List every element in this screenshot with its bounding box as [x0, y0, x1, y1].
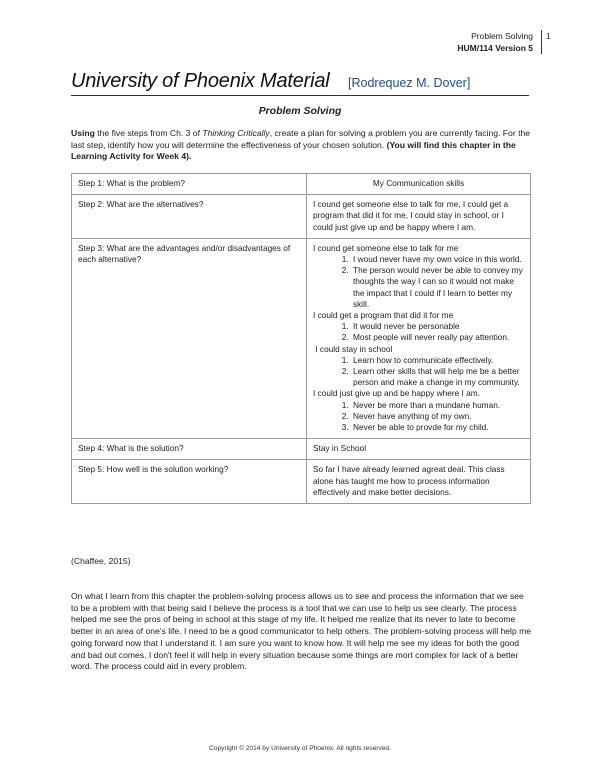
alternative-label: I could get a program that did it for me — [313, 310, 454, 321]
alternative-points — [313, 254, 524, 310]
step3-question: Step 3: What are the advantages and/or disadvantages of each alternative? — [72, 238, 307, 438]
instructions-paragraph — [71, 128, 531, 163]
running-header — [457, 30, 542, 54]
list-item: 1. Learn how to communicate effectively. — [351, 355, 524, 366]
list-item: 2. The person would never be able to convey my thoughts the way I can so it would not make the impact that I could if I learn to better my skill. — [351, 265, 524, 310]
intro-bold-note: (You will find this chapter in the Learning Activity for Week 4). — [71, 139, 516, 161]
table-row — [72, 439, 531, 460]
intro-part1: the five steps from Ch. 3 of — [94, 128, 203, 138]
list-item: 1. I woud never have my own voice in this world. — [351, 254, 524, 265]
table-row — [72, 195, 531, 239]
table-row — [72, 174, 531, 195]
list-item: 3. Never be able to provde for my child. — [351, 422, 524, 433]
alternative-label: I could stay in school — [313, 343, 393, 354]
alternative-points — [313, 400, 524, 434]
intro-book-title: Thinking Critically — [202, 128, 270, 138]
step2-answer: I cound get someone else to talk for me, I could get a program that did it for me, I could stay in school, or I could just give up and be happy where I am. — [307, 195, 531, 239]
steps-table — [71, 173, 531, 504]
step3-answer — [307, 238, 531, 438]
reflection-paragraph: On what I learn from this chapter the problem-solving process allows us to see and process the information that we see to be a problem with that being said I believe the process is a tool that we can use to help us see clearly. The process helped me see the pros of being in school at this stage of my life. It helped me realize that its never to late to become better in an area of one's life. I need to be a good communicator to help others. The problem-solving process will help me going forward now that I understand it. I am sure you want to know how. It will help me see my ideas for both the good and bad out comes. I don't feel it will help in every situation because some things are mort complex for lack of a better word. The process could aid in every problem. — [71, 591, 532, 672]
step1-question: Step 1: What is the problem? — [72, 174, 307, 195]
list-item: 2. Never have anything of my own. — [351, 411, 524, 422]
table-row — [72, 238, 531, 438]
page-number: 1 — [546, 31, 551, 41]
list-item: 1. It would never be personable — [351, 321, 524, 332]
citation: (Chaffee, 2015) — [71, 556, 131, 566]
list-item: 1. Never be more than a mundane human. — [351, 400, 524, 411]
copyright-footer: Copyright © 2014 by University of Phoenix. All rights reserved. — [209, 745, 391, 752]
intro-part2: , create a plan for solving a problem you are currently facing. For the last step, identify how you will determine the effectiveness of your chosen solution. — [71, 128, 531, 150]
title-main: University of Phoenix Material — [71, 70, 330, 92]
alternative-points — [313, 355, 524, 389]
document-title — [71, 70, 470, 93]
alternative-label: I could just give up and be happy where I am. — [313, 388, 480, 399]
title-rule — [71, 95, 529, 96]
intro-using: Using — [71, 128, 95, 138]
header-version: HUM/114 Version 5 — [457, 43, 533, 53]
step1-answer: My Communication skills — [307, 174, 531, 195]
alternative-points — [313, 321, 524, 343]
step4-answer: Stay in School — [307, 439, 531, 460]
step4-question: Step 4: What is the solution? — [72, 439, 307, 460]
section-title: Problem Solving — [258, 105, 342, 117]
header-doc-title: Problem Solving — [471, 31, 533, 41]
alternative-label: I cound get someone else to talk for me — [313, 242, 459, 253]
author-name: [Rodrequez M. Dover] — [348, 76, 471, 90]
list-item: 2. Learn other skills that will help me be a better person and make a change in my community. — [351, 366, 524, 388]
list-item: 2. Most people will never really pay attention. — [351, 332, 524, 343]
step5-question: Step 5: How well is the solution working? — [72, 460, 307, 504]
step5-answer: So far I have already learned agreat deal. This class alone has taught me how to process information effectively and make better decisions. — [307, 460, 531, 504]
table-row — [72, 460, 531, 504]
step2-question: Step 2: What are the alternatives? — [72, 195, 307, 239]
